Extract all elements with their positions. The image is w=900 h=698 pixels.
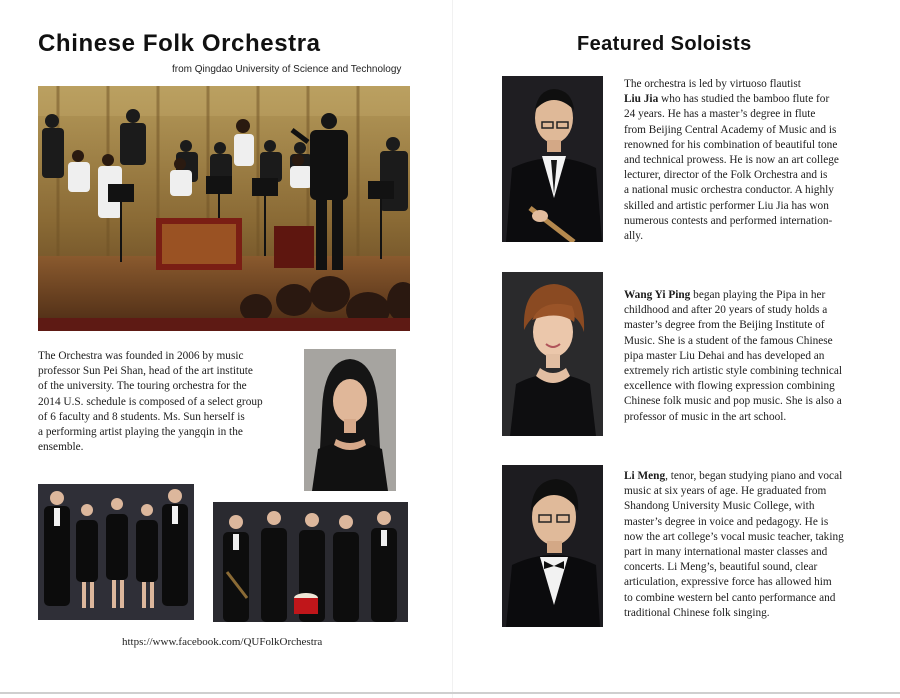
bio-line: from Beijing Central Academy of Music and is <box>624 123 837 136</box>
bio-line: extremely rich artistic style combining technical <box>624 365 843 378</box>
page-title: Chinese Folk Orchestra <box>38 30 321 57</box>
bio-line: articulation, expressive force has allowed him <box>624 576 832 589</box>
soloist-name: Wang Yi Ping <box>624 289 691 301</box>
bio-text: , tenor, began studying piano and vocal <box>665 470 843 482</box>
intro-line: of 6 faculty and 8 students. Ms. Sun herself is <box>38 410 245 423</box>
li-meng-portrait <box>502 465 603 627</box>
bio-line: pipa master Liu Dehai and has developed an <box>624 349 825 362</box>
bio-line: a national music orchestra conductor. A highly <box>624 184 834 197</box>
bio-line: master’s degree from the Beijing Institute of <box>624 319 825 332</box>
bio-line: professor of music in the art school. <box>624 410 787 423</box>
bio-line: excellence with flowing expression combining <box>624 380 835 393</box>
bio-line: and technical prowess. He is now an art college <box>624 154 839 167</box>
intro-line: a performing artist playing the yangqin in the <box>38 426 243 439</box>
bio-line: numerous contests and performed internation- <box>624 214 833 227</box>
page-fold <box>452 0 453 698</box>
li-meng-bio <box>624 469 864 621</box>
soloist-name: Liu Jia <box>624 93 659 106</box>
bio-text: who has studied the bamboo flute for <box>658 93 830 106</box>
bio-line <box>624 92 864 107</box>
bio-line: lecturer, director of the Folk Orchestra and is <box>624 169 828 182</box>
bio-line: Music. She is a student of the famous Chinese <box>624 334 833 347</box>
bio-line: skilled and artistic performer Liu Jia has won <box>624 199 829 212</box>
sun-pei-shan-portrait <box>304 349 396 491</box>
bio-line: traditional Chinese folk singing. <box>624 606 770 619</box>
intro-line: of the university. The touring orchestra for the <box>38 380 247 393</box>
bio-line: childhood and after 20 years of study holds a <box>624 304 828 317</box>
intro-line: 2014 U.S. schedule is composed of a select group <box>38 395 263 408</box>
faculty-group-photo <box>38 484 194 620</box>
facebook-link[interactable]: https://www.facebook.com/QUFolkOrchestra <box>122 636 323 648</box>
male-ensemble-photo <box>213 502 408 622</box>
bio-line: Chinese folk music and pop music. She is also a <box>624 395 842 408</box>
featured-soloists-heading: Featured Soloists <box>577 33 752 55</box>
orchestra-intro-text <box>38 349 288 455</box>
bio-line: to combine western bel canto performance and <box>624 591 836 604</box>
bio-text: began playing the Pipa in her <box>690 289 826 301</box>
wang-yi-ping-portrait <box>502 272 603 436</box>
bio-line: now the art college’s vocal music teacher, taking <box>624 530 844 543</box>
bio-line: concerts. Li Meng’s, beautiful sound, clear <box>624 561 818 574</box>
bio-line: master’s degree in voice and pedagogy. He is <box>624 515 829 528</box>
soloist-name: Li Meng <box>624 470 666 482</box>
bio-line: music at six years of age. He graduated from <box>624 485 827 498</box>
bio-line: The orchestra is led by virtuoso flautist <box>624 78 801 90</box>
intro-line: The Orchestra was founded in 2006 by music <box>38 350 244 362</box>
liu-jia-portrait <box>502 76 603 242</box>
liu-jia-bio <box>624 77 864 244</box>
page-subtitle: from Qingdao University of Science and Technology <box>172 64 402 75</box>
bio-line: Shandong University Music College, with <box>624 500 815 513</box>
orchestra-stage-photo <box>38 86 410 331</box>
bio-line: ally. <box>624 230 644 243</box>
intro-line: ensemble. <box>38 441 84 454</box>
bio-line: part in many international master classes and <box>624 546 828 559</box>
intro-line: professor Sun Pei Shan, head of the art institute <box>38 365 253 378</box>
bio-line <box>624 469 864 484</box>
bio-line: 24 years. He has a master’s degree in flute <box>624 108 816 121</box>
wang-yi-ping-bio <box>624 288 864 425</box>
bottom-divider <box>0 692 900 694</box>
bio-line: renowned for his combination of beautiful tone <box>624 138 838 151</box>
bio-line <box>624 288 864 303</box>
